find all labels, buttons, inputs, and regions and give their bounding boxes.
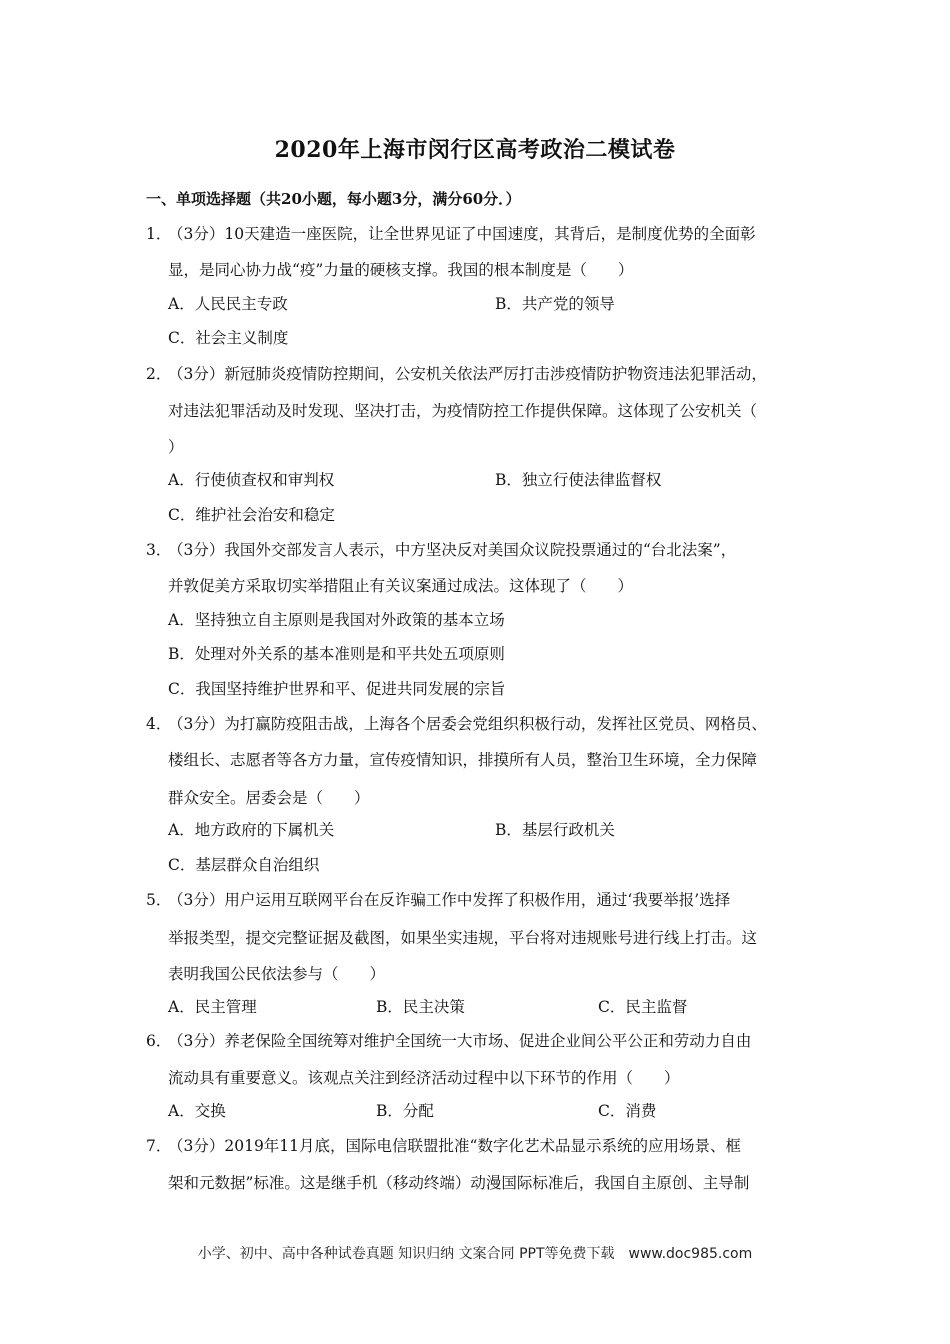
- option-a: A．交换: [168, 1102, 226, 1120]
- option-b: B．民主决策: [376, 998, 465, 1016]
- option-a: A．人民民主专政: [168, 295, 288, 313]
- option-b: B．共产党的领导: [495, 295, 615, 313]
- option-b: B．独立行使法律监督权: [495, 471, 662, 489]
- page-footer: 小学、初中、高中各种试卷真题 知识归纳 文案合同 PPT等免费下载 www.doc985.com: [197, 1246, 753, 1262]
- question-number: 1．: [146, 225, 172, 243]
- question-text: （3分）我国外交部发言人表示，中方坚决反对美国众议院投票通过的“台北法案”，: [168, 541, 737, 559]
- question-text: （3分）2019年11月底，国际电信联盟批准“数字化艺术品显示系统的应用场景、框: [168, 1137, 741, 1155]
- option-c: C．我国坚持维护世界和平、促进共同发展的宗旨: [168, 680, 506, 698]
- question-text: （3分）新冠肺炎疫情防控期间，公安机关依法严厉打击涉疫情防护物资违法犯罪活动，: [168, 365, 767, 383]
- option-a: A．地方政府的下属机关: [168, 821, 335, 839]
- option-b: B．分配: [376, 1102, 434, 1120]
- question-text: ）: [168, 438, 184, 456]
- question-text: 流动具有重要意义。该观点关注到经济活动过程中以下环节的作用（ ）: [168, 1069, 680, 1087]
- question-text: 表明我国公民依法参与（ ）: [168, 965, 386, 983]
- question-text: 架和元数据”标准。这是继手机（移动终端）动漫国际标准后，我国自主原创、主导制: [168, 1174, 750, 1192]
- question-text: 显，是同心协力战“疫”力量的硬核支撑。我国的根本制度是（ ）: [168, 261, 634, 279]
- section-heading: 一、单项选择题（共20小题，每小题3分，满分60分．）: [146, 190, 521, 208]
- option-b: B．处理对外关系的基本准则是和平共处五项原则: [168, 645, 505, 663]
- option-c: C．维护社会治安和稳定: [168, 506, 335, 524]
- question-number: 4．: [146, 715, 172, 733]
- option-a: A．民主管理: [168, 998, 257, 1016]
- question-text: 群众安全。居委会是（ ）: [168, 789, 370, 807]
- question-number: 5．: [146, 891, 172, 909]
- option-c: C．民主监督: [598, 998, 688, 1016]
- option-a: A．坚持独立自主原则是我国对外政策的基本立场: [168, 611, 505, 629]
- question-number: 2．: [146, 365, 172, 383]
- option-b: B．基层行政机关: [495, 821, 615, 839]
- question-text: 并敦促美方采取切实举措阻止有关议案通过成法。这体现了（ ）: [168, 577, 634, 595]
- question-text: 举报类型，提交完整证据及截图，如果坐实违规，平台将对违规账号进行线上打击。这: [168, 929, 758, 947]
- question-text: 对违法犯罪活动及时发现、坚决打击，为疫情防控工作提供保障。这体现了公安机关（: [168, 402, 758, 420]
- question-text: （3分）用户运用互联网平台在反诈骗工作中发挥了积极作用，通过‘我要举报’选择: [168, 891, 731, 909]
- question-text: 楼组长、志愿者等各方力量，宣传疫情知识，排摸所有人员，整治卫生环境，全力保障: [168, 751, 758, 769]
- option-c: C．消费: [598, 1102, 657, 1120]
- question-text: （3分）养老保险全国统筹对维护全国统一大市场、促进企业间公平公正和劳动力自由: [168, 1032, 752, 1050]
- option-a: A．行使侦查权和审判权: [168, 471, 335, 489]
- question-text: （3分）为打赢防疫阻击战，上海各个居委会党组织积极行动，发挥社区党员、网格员、: [168, 715, 767, 733]
- page-title: 2020年上海市闵行区高考政治二模试卷: [274, 137, 676, 163]
- option-c: C．基层群众自治组织: [168, 856, 320, 874]
- question-text: （3分）10天建造一座医院，让全世界见证了中国速度，其背后，是制度优势的全面彰: [168, 225, 756, 243]
- question-number: 3．: [146, 541, 172, 559]
- option-c: C．社会主义制度: [168, 329, 289, 347]
- question-number: 6．: [146, 1032, 172, 1050]
- question-number: 7．: [146, 1137, 172, 1155]
